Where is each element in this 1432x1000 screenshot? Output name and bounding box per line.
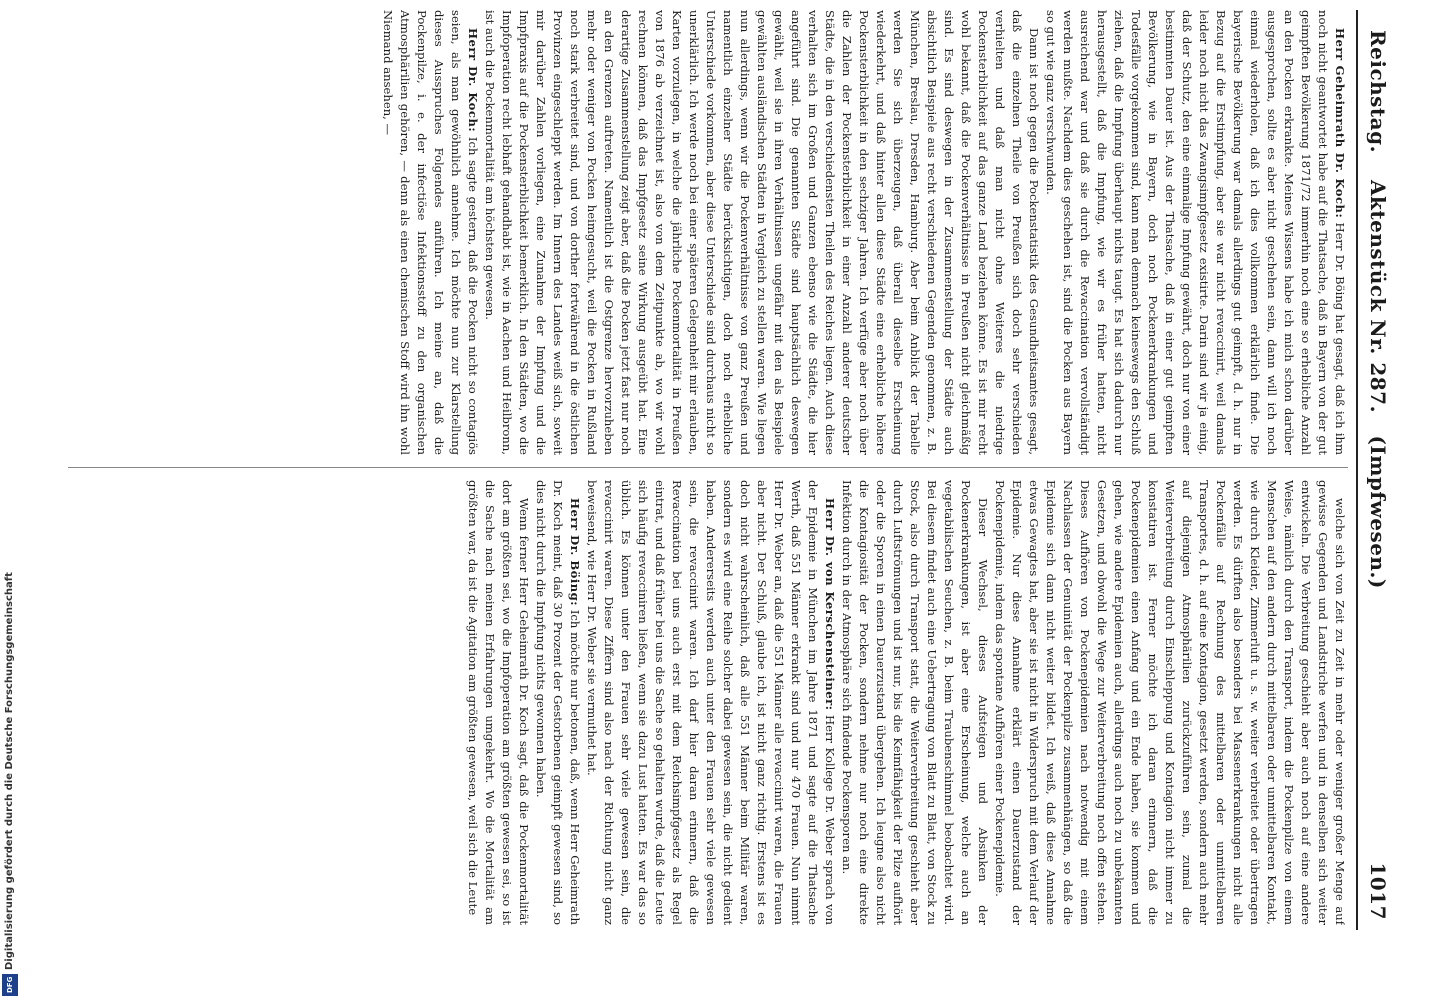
speaker-name: Herr Geheimrath Dr. Koch: [1333,28,1347,219]
paragraph-text: Ich möchte nur betonen, daß, wenn Herr Geheimrath Dr. Koch meint, daß 30 Prozent der Gestorbenen geimpft gewesen sind, so dies nicht durch die Impfung nichts gewonnen haben. [534,480,582,925]
right-column [68,480,1348,925]
page-number: 1017 [1366,862,1390,920]
paragraph [1042,10,1348,455]
column-divider [68,467,1348,468]
digitization-credit: Digitalisierung gefördert durch die Deutsche Forschungsgemeinschaft [4,572,15,970]
paragraph [991,480,1348,925]
paragraph [481,10,1042,455]
speaker-name: Herr Dr. Koch: [466,28,480,133]
paragraph-text: Herr Dr. Böing hat gesagt, daß ich ihm noch nicht geantwortet habe auf die Thatsache, daß in Bayern von der gut geimpften Bevölkerung 1871/72 immerhin noch eine so erhebliche Anzahl an den Pocken erkrankte. Meines Wissens habe ich mich schon darüber ausgesprochen, sollte es aber nicht geschehen sein, dann will ich noch einmal wiederholen, daß ich dies vollkommen erklärlich finde. Die bayerische Bevölkerung war damals allerdings gut geimpft, d. h. nur in Bezug auf die Erstimpfung, aber sie war nicht revaccinirt, weil damals leider noch nicht das Zwangsimpfgesetz existirte. Darin sind wir ja einig, daß der Schutz, den eine einmalige Impfung gewährt, doch nur von einer bestimmten Dauer ist. Aus der Thatsache, daß in einer gut geimpften Bevölkerung, wie in Bayern, doch noch Pockenerkrankungen und Todesfälle vorgekommen sind, kann man demnach keineswegs den Schluß ziehen, daß die Impfung überhaupt nichts taugt. Es hat sich dadurch nur herausgestellt, daß die Impfung, wie wir es früher hatten, nicht ausreichend war und daß sie durch die Revaccination vervollständigt werden mußte. Nachdem dies geschehen ist, sind die Pocken aus Bayern so gut wie ganz verschwunden. [1044,10,1347,455]
document-page [55,10,1400,930]
header-center [1366,180,1390,589]
speaker-name: Herr Dr. Böing: [568,498,582,607]
paragraph [379,10,481,455]
paragraph [838,480,991,925]
paragraph-text: Ich sagte gestern, daß die Pocken nicht so contagiös seien, als man gewöhnlich annehme. Ich möchte nun zur Klarstellung dieses Ausspruches Folgendes anführen. Ich meine an, daß die Pockenpilze, i. e. der infectiöse Infektionsstoff zu den organischen Atmosphärilien gehören, — denn als einen chemischen Stoff wird ihn wohl Niemand ansehen, — [381,10,480,455]
paragraph-text: Wenn ferner Herr Geheimrath Dr. Koch sagt, daß die Pockenmortalität dort am größten sei, wo die Impfoperation am größten gewesen sei, so ist die Sache nach meinen Erfahrungen umgekehrt. Wo die Mortalität am größten war, da ist die Agitation am größten gewesen, weil sich die Leute [466,480,531,925]
header-topic: (Impfwesen.) [1366,435,1390,589]
paragraph-text: Herr Kollege Dr. Weber sprach von der Epidemie in München im Jahre 1871 und sagte auf die Thatsache Werth, daß 551 Männer erkrankt sind und nur 470 Frauen. Nun nimmt Herr Dr. Weber an, daß die 551 Männer alle revaccinirt waren, die Frauen aber nicht. Der Schluß, glaube ich, ist nicht ganz richtig. Erstens ist es doch nicht wahrscheinlich, daß alle 551 Männer beim Militär waren, sondern es wird eine Reihe solcher dabei gewesen sein, die nicht gedient haben. Andererseits werden auch unter den Frauen sehr viele gewesen sein, die revaccinirt waren. Ich darf hier daran erinnern, daß die Revaccination bei uns auch erst mit dem Reichsimpfgesetz als Regel eintrat, und daß früher bei uns die Sache so gehalten wurde, daß die Leute sich häufig revacciniren ließen, wenn sie dazu Lust hatten. Es war das so üblich. Es können unter den Frauen sehr viele gewesen sein, die revaccinirt waren. Diese Ziffern sind also nach der Richtung nicht ganz beweisend, wie Herr Dr. Weber sie vermuthet hat. [585,480,837,925]
left-column [68,10,1348,455]
header-document-number: Aktenstück Nr. 287. [1366,180,1390,414]
speaker-name: Herr Dr. von Kerschensteiner: [823,498,837,711]
paragraph-text: Dann ist noch gegen die Pockenstatistik des Gesundheitsamtes gesagt, daß die einzelnen Theile von Preußen sich doch sehr verschieden verhielten und daß man nicht ohne Weiteres die niedrige Pockensterblichkeit auf das ganze Land beziehen könne. Es ist mir recht wohl bekannt, daß die Pockenverhältnisse in Preußen nicht gleichmäßig sind. Es sind deswegen in der Zusammenstellung der Städte auch absichtlich Beispiele aus recht verschiedenen Gegenden genommen, z. B. München, Breslau, Dresden, Hamburg. Aber beim Anblick der Tabelle werden Sie sich überzeugen, daß überall dieselbe Erscheinung wiederkehrt, und daß hinter allen diese Städte eine erhebliche höhere Pockensterblichkeit in den sechziger Jahren. Ich verfüge aber noch über die Zahlen der Pockensterblichkeit in einer Anzahl anderer deutscher Städte, die in den verschiedensten Theilen des Reiches liegen. Auch diese verhalten sich im Großen und Ganzen ebenso wie die Städte, die hier angeführt sind. Die genannten Städte sind hauptsächlich deswegen gewählt, weil sie in ihren Verhältnissen ungefähr mit den als Beispiele gewählten ausländischen Städten in Vergleich zu stellen waren. Wie liegen nun allerdings, wenn wir die Pockenverhältnisse von ganz Preußen und namentlich einzelner Städte berücksichtigen, doch noch erhebliche Unterschiede vorkommen, aber diese Unterschiede sind durchaus nicht so unerklärlich. Ich werde noch bei einer späteren Gelegenheit mir erlauben, Karten vorzulegen, in welche die jährliche Pockenmortalität in Preußen von 1876 ab verzeichnet ist, also von dem Zeitpunkte ab, wo wir wohl rechnen können, daß das Impfgesetz seine Wirkung ausgeübt hat. Eine derartige Zusammenstellung zeigt aber, daß die Pocken jetzt fast nur noch an den Grenzen auftreten. Namentlich ist die Ostgrenze hervorzuheben mehr oder weniger von Pocken heimgesucht, weil die Pocken in Rußland noch stark verbreitet sind, und von dorther fortwährend in die östlichen Provinzen eingeschleppt werden. Im Innern des Landes weiß sich, soweit mir darüber Zahlen vorliegen, eine Zunahme der Impfung und die Impfpraxis auf die Pockensterblichkeit bemerklich. In den Städten, wo die Impfoperation recht lebhaft gehandhabt ist, wie in Aachen und Heilbronn, ist auch die Pockenmortalität am höchsten gewesen. [483,10,1041,455]
paragraph-text: Dieser Wechsel, dieses Aufsteigen und Absinken der Pockenerkrankungen, ist aber eine Erscheinung, welche auch an vegetabilischen Seuchen, z. B. beim Traubenschimmel beobachtet wird. Bei diesem findet auch eine Uebertragung von Blatt zu Blatt, von Stock zu Stock, also durch Transport statt, die Weiterverbreitung geschieht aber durch Luftströmungen und ist nur, bis die Keimfähigkeit der Pilze aufhört oder die Sporen in einen Dauerzustand übergehen. Ich leugne also nicht die Kontagiosität der Pocken, sondern nehme nur noch eine direkte Infektion durch in der Atmosphäre sich findende Pockensporen an. [840,480,990,925]
paragraph [532,480,583,925]
paragraph [583,480,838,925]
page-header [1356,10,1400,930]
header-left: Reichstag. [1366,30,1390,154]
dfg-logo: DFG [2,974,18,996]
paragraph-text: welche sich von Zeit zu Zeit in mehr oder weniger großer Menge auf gewisse Gegenden und Landstriche werfen und in denselben sich weiter entwickeln. Die Verbreitung geschieht aber auch noch auf eine andere Weise, nämlich durch den Transport, indem die Pockenpilze von einem Menschen auf den andern durch mittelbaren oder unmittelbaren Kontakt, wie durch Kleider, Zimmerluft u. s. w. weiter verbreitet oder übertragen werden. Es dürften also besonders bei Massenerkrankungen nicht alle Pockenfälle auf Rechnung des mittelbaren oder unmittelbaren Transportes, d. h. auf eine Kontagion, gesetzt werden, sondern auch mehr auf diejenigen Atmosphärilien zurückzuführen sein, zumal die Weiterverbreitung durch Einschleppung und Kontagion nicht immer zu konstatiren ist. Ferner möchte ich daran erinnern, daß die Pockenepidemien einen Anfang und ein Ende haben, sie kommen und gehen, wie andere Epidemien auch, allerdings auch noch zu unbekannten Gesetzen, und obwohl die Wege zur Weiterverbreitung noch offen stehen. Dieses Aufhören von Pockenepidemien nach notwendig mit einem Nachlassen der Genuinität der Pockenpilze zusammenhängen, so daß die Epidemie sich dann nicht weiter bildet. Ich weiß, daß diese Annahme etwas Gewagtes hat, aber sie ist nicht in Widerspruch mit dem Verlauf der Epidemie. Nur diese Annahme erklärt einen Dauerzustand der Pockenepidemie, indem das spontane Aufhören einer Pockenepidemie. [993,480,1347,925]
paragraph [464,480,532,925]
